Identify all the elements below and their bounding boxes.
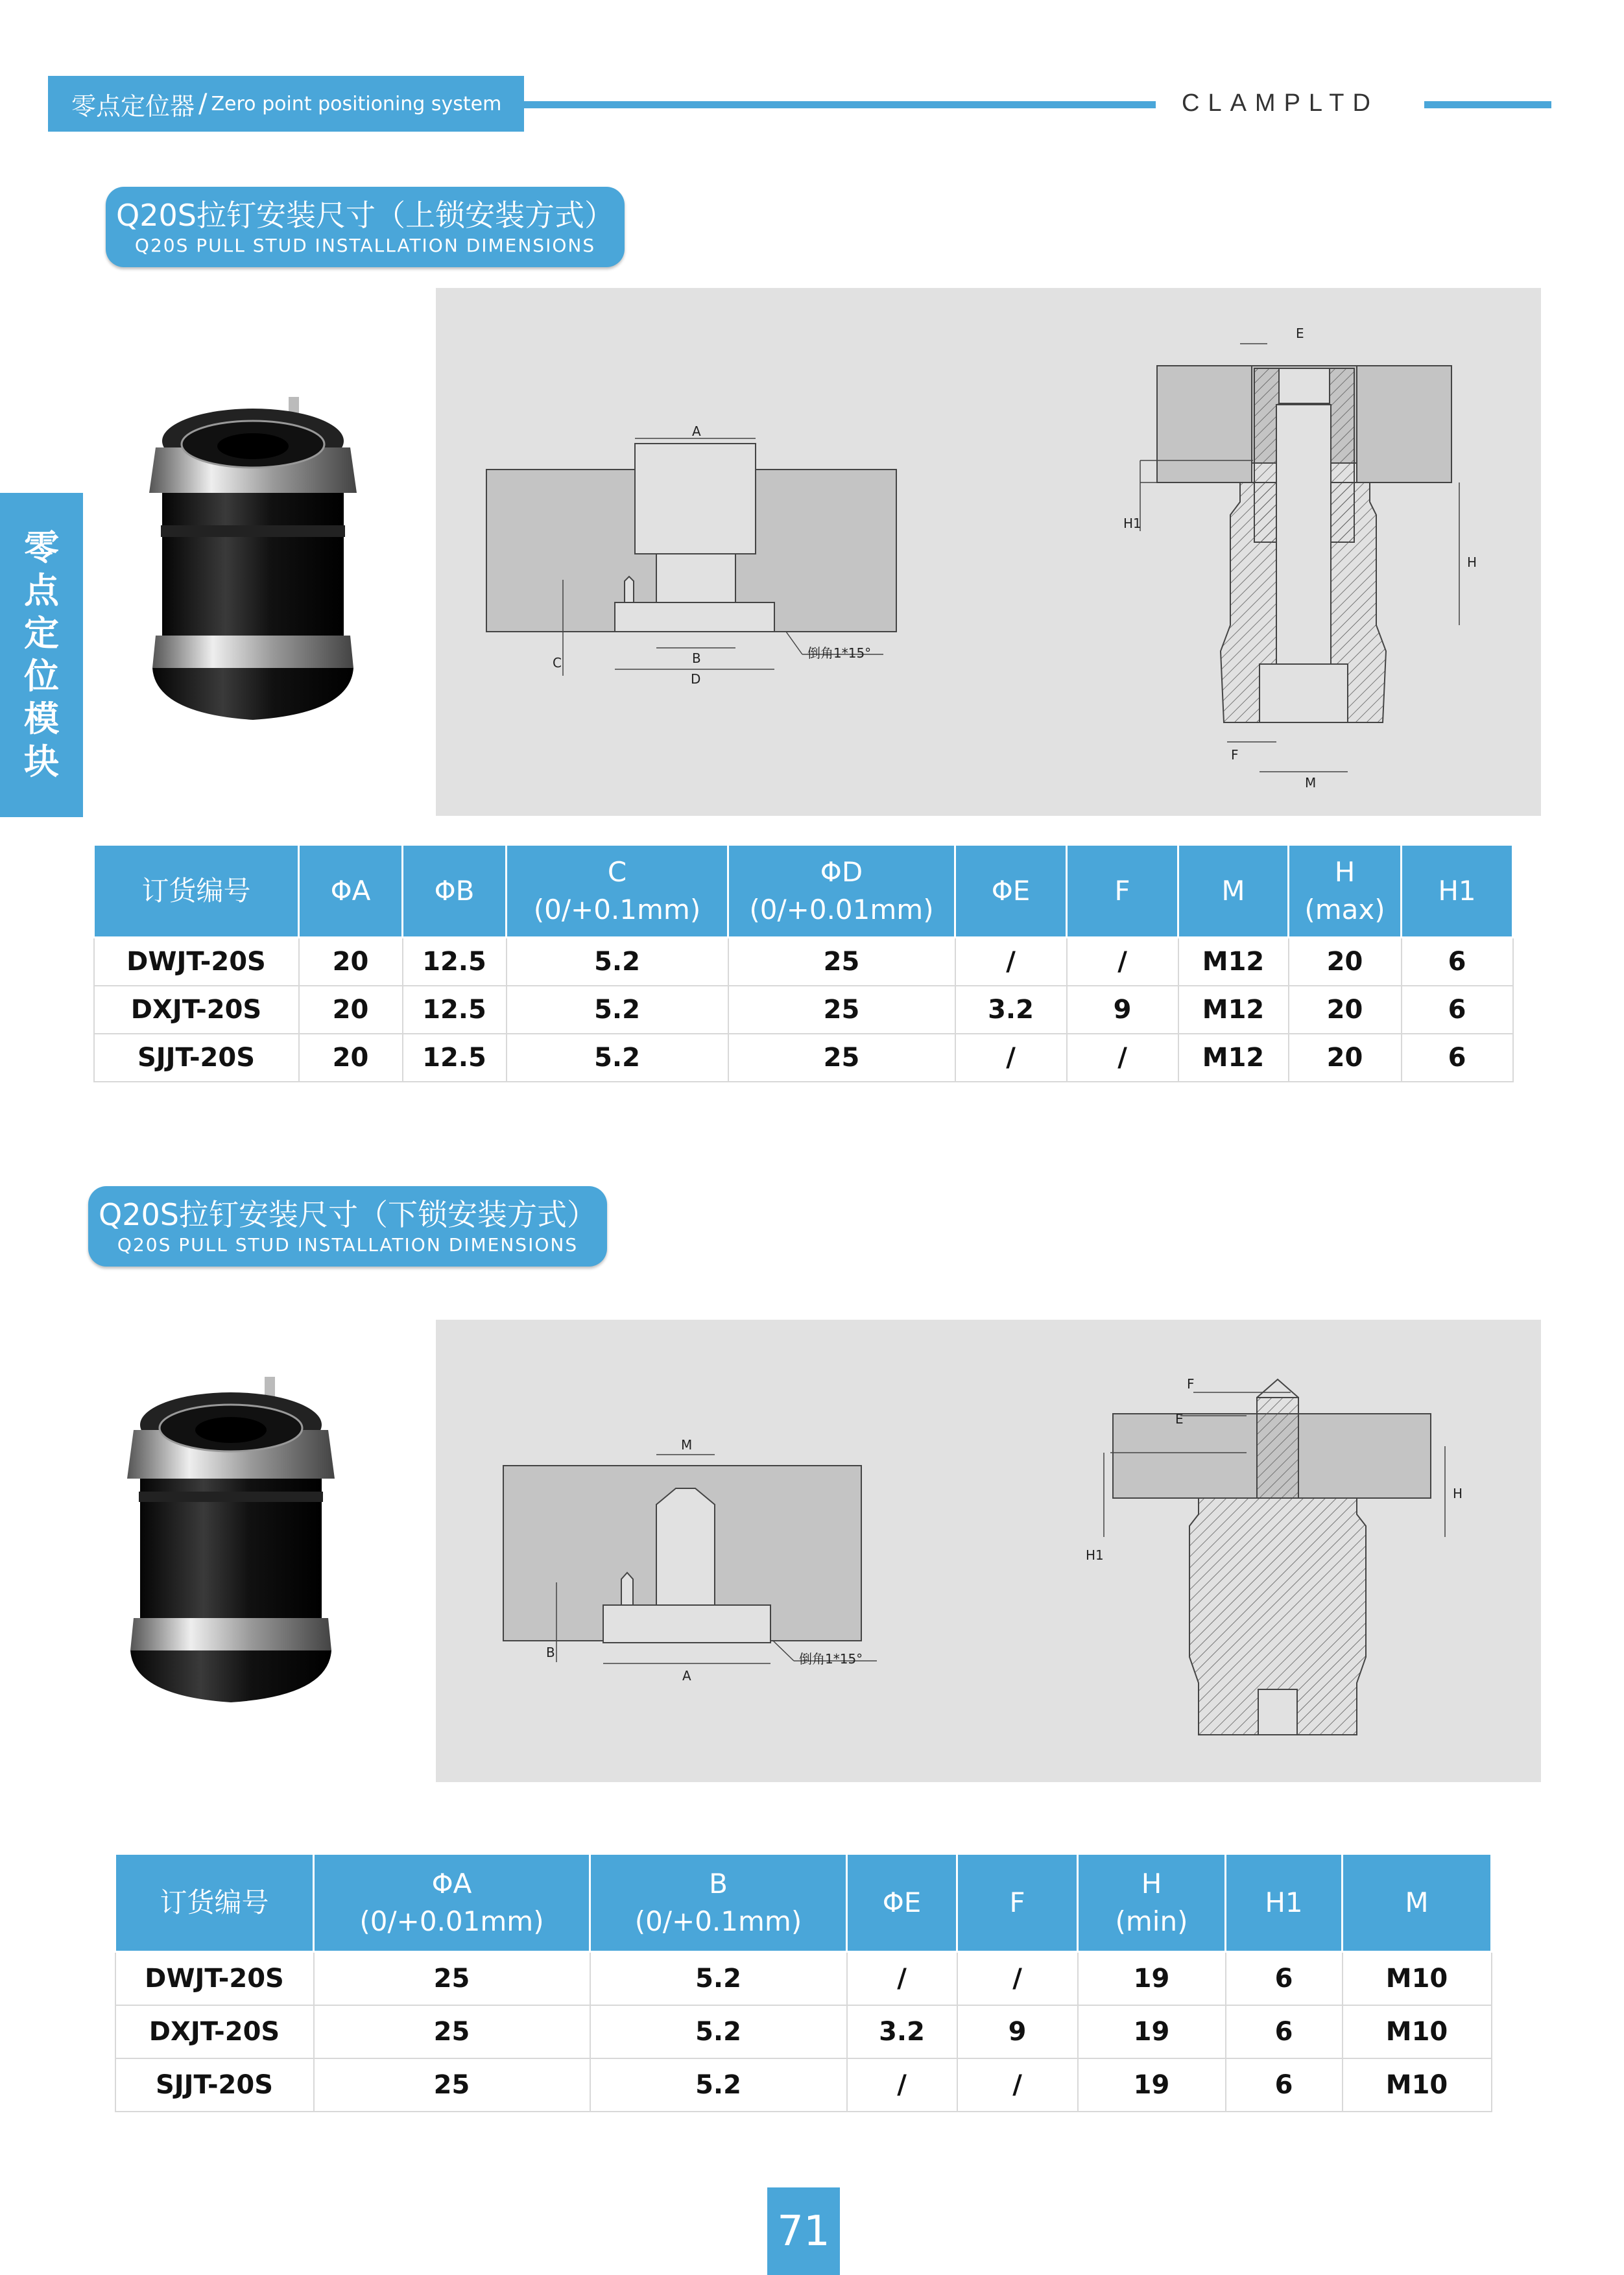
section2-title-pill	[88, 1186, 607, 1267]
page-number: 71	[767, 2187, 840, 2275]
cell: 9	[1067, 986, 1178, 1034]
col-header-b: B (0/+0.1mm)	[590, 1854, 847, 1952]
col-header-phi-a: ΦA	[299, 845, 403, 938]
section2-title-cn: Q20S拉钉安装尺寸（下锁安装方式）	[99, 1197, 597, 1232]
col-header-phi-e: ΦE	[955, 845, 1067, 938]
header-title-cn: 零点定位器	[71, 91, 195, 121]
pull-stud-photo-top-lock	[143, 389, 363, 726]
cell: 6	[1402, 1034, 1513, 1082]
table-row	[94, 986, 1513, 1034]
col-header-c: C (0/+0.1mm)	[507, 845, 728, 938]
dim-label-H: H	[1467, 554, 1477, 570]
cell: 3.2	[847, 2005, 957, 2058]
cell: /	[957, 2058, 1078, 2112]
col-header-h1: H1	[1226, 1854, 1343, 1952]
cell: 5.2	[507, 1034, 728, 1082]
col-header-h: H (min)	[1078, 1854, 1226, 1952]
cell: 25	[314, 2005, 590, 2058]
cell: /	[957, 1952, 1078, 2006]
col-header-order-no: 订货编号	[115, 1854, 314, 1952]
cell: /	[955, 938, 1067, 986]
cell: 20	[299, 986, 403, 1034]
header-title-en: Zero point positioning system	[211, 92, 502, 115]
pull-stud-photo-bottom-lock	[121, 1372, 341, 1709]
table-row	[115, 1952, 1492, 2006]
table-row	[115, 2005, 1492, 2058]
cell: 19	[1078, 2058, 1226, 2112]
cell: 6	[1402, 938, 1513, 986]
cell: /	[955, 1034, 1067, 1082]
cell: /	[847, 2058, 957, 2112]
cell: 5.2	[590, 1952, 847, 2006]
cell: 6	[1402, 986, 1513, 1034]
dim-label-M: M	[1305, 775, 1317, 791]
section2-spec-table	[114, 1853, 1492, 2112]
chamfer-note: 倒角1*15°	[799, 1651, 863, 1667]
chamfer-note: 倒角1*15°	[807, 645, 872, 661]
cell: /	[1067, 938, 1178, 986]
section1-title-en: Q20S PULL STUD INSTALLATION DIMENSIONS	[134, 235, 596, 256]
dim-label-B: B	[692, 650, 701, 666]
cell: /	[847, 1952, 957, 2006]
col-header-f: F	[1067, 845, 1178, 938]
cell: 9	[957, 2005, 1078, 2058]
dim-label-A: A	[682, 1668, 691, 1684]
cell: SJJT-20S	[115, 2058, 314, 2112]
col-header-order-no: 订货编号	[94, 845, 299, 938]
right-drawing-bottom-lock	[1086, 1376, 1463, 1735]
header-rule-right	[1424, 101, 1551, 108]
dim-label-M: M	[681, 1437, 693, 1453]
col-header-phi-e: ΦE	[847, 1854, 957, 1952]
cell: 12.5	[403, 938, 507, 986]
dim-label-H: H	[1453, 1486, 1463, 1501]
side-tab-char: 零	[24, 527, 59, 568]
section1-drawing	[436, 288, 1541, 816]
cell: DWJT-20S	[115, 1952, 314, 2006]
cell: 6	[1226, 1952, 1343, 2006]
side-tab-char: 模	[24, 698, 59, 739]
cell: 3.2	[955, 986, 1067, 1034]
section1-title-pill	[106, 187, 625, 267]
cell: 25	[728, 938, 955, 986]
side-tab-char: 块	[24, 741, 59, 782]
col-header-phi-a: ΦA (0/+0.01mm)	[314, 1854, 590, 1952]
cell: M12	[1178, 1034, 1289, 1082]
cell: 20	[1289, 986, 1402, 1034]
cell: 6	[1226, 2005, 1343, 2058]
cell: 5.2	[590, 2058, 847, 2112]
section1-drawing-panel	[436, 288, 1541, 816]
col-header-f: F	[957, 1854, 1078, 1952]
cell: DXJT-20S	[94, 986, 299, 1034]
col-header-m: M	[1178, 845, 1289, 938]
col-header-phi-d: ΦD (0/+0.01mm)	[728, 845, 955, 938]
cell: 20	[1289, 938, 1402, 986]
cell: M10	[1343, 1952, 1492, 2006]
cell: 25	[728, 986, 955, 1034]
table-row	[94, 938, 1513, 986]
section1-title-cn: Q20S拉钉安装尺寸（上锁安装方式）	[116, 198, 614, 233]
cell: /	[1067, 1034, 1178, 1082]
side-chapter-tab	[0, 493, 83, 817]
table-header-row	[115, 1854, 1492, 1952]
dim-label-C: C	[553, 655, 562, 671]
cell: 5.2	[507, 938, 728, 986]
cell: 19	[1078, 2005, 1226, 2058]
cell: M12	[1178, 986, 1289, 1034]
table-row	[94, 1034, 1513, 1082]
dim-label-A: A	[692, 423, 701, 439]
brand-name: CLAMPLTD	[1182, 89, 1379, 117]
table-row	[115, 2058, 1492, 2112]
right-drawing-top-lock	[1123, 326, 1477, 791]
dim-label-H1: H1	[1123, 516, 1141, 531]
cell: SJJT-20S	[94, 1034, 299, 1082]
side-tab-char: 位	[24, 656, 59, 697]
dim-label-F: F	[1187, 1376, 1195, 1392]
cell: DXJT-20S	[115, 2005, 314, 2058]
cell: M10	[1343, 2058, 1492, 2112]
dim-label-D: D	[691, 671, 701, 687]
cell: M12	[1178, 938, 1289, 986]
section2-drawing	[436, 1320, 1541, 1782]
left-drawing-bottom-lock	[503, 1437, 877, 1684]
cell: 20	[1289, 1034, 1402, 1082]
section1-spec-table	[93, 844, 1514, 1082]
side-tab-char: 点	[24, 570, 59, 611]
col-header-m: M	[1343, 1854, 1492, 1952]
cell: DWJT-20S	[94, 938, 299, 986]
header-separator: /	[198, 89, 208, 119]
cell: 12.5	[403, 1034, 507, 1082]
col-header-phi-b: ΦB	[403, 845, 507, 938]
dim-label-E: E	[1175, 1411, 1184, 1427]
cell: 25	[314, 1952, 590, 2006]
dim-label-H1: H1	[1086, 1547, 1104, 1563]
dim-label-F: F	[1231, 747, 1239, 763]
section2-title-en: Q20S PULL STUD INSTALLATION DIMENSIONS	[117, 1234, 579, 1256]
cell: 5.2	[507, 986, 728, 1034]
cell: 12.5	[403, 986, 507, 1034]
cell: 20	[299, 938, 403, 986]
side-tab-char: 定	[24, 613, 59, 654]
header-title-bar	[48, 76, 524, 132]
dim-label-B: B	[546, 1645, 555, 1660]
cell: 20	[299, 1034, 403, 1082]
cell: 25	[728, 1034, 955, 1082]
cell: M10	[1343, 2005, 1492, 2058]
cell: 25	[314, 2058, 590, 2112]
table-header-row	[94, 845, 1513, 938]
section2-drawing-panel	[436, 1320, 1541, 1782]
cell: 5.2	[590, 2005, 847, 2058]
col-header-h1: H1	[1402, 845, 1513, 938]
col-header-h: H (max)	[1289, 845, 1402, 938]
header-rule-left	[524, 101, 1156, 108]
dim-label-E: E	[1296, 326, 1304, 341]
left-drawing-top-lock	[486, 423, 896, 687]
cell: 19	[1078, 1952, 1226, 2006]
cell: 6	[1226, 2058, 1343, 2112]
